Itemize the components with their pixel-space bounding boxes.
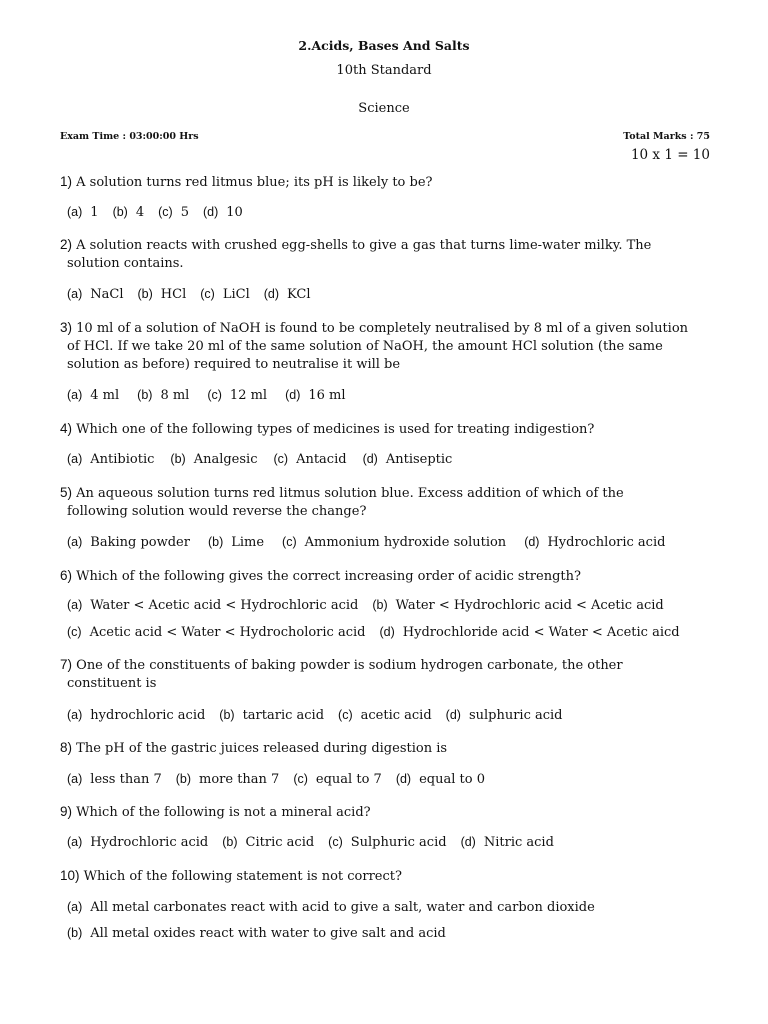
option-item [67, 625, 365, 640]
option-item [396, 772, 485, 787]
option-item [67, 452, 154, 467]
page-title: 2.Acids, Bases And Salts [298, 38, 470, 53]
option-text: KCl [287, 287, 311, 302]
total-marks: Total Marks : 75 [623, 131, 710, 142]
question-text-cont: following solution would reverse the change? [67, 504, 367, 519]
option-item [138, 287, 187, 302]
options-q5 [67, 535, 665, 550]
options-q6-row1 [67, 598, 664, 613]
option-text: acetic acid [360, 708, 432, 723]
option-item [208, 535, 264, 550]
option-text: All metal carbonates react with acid to give a salt, water and carbon dioxide [90, 900, 595, 915]
option-label: (d) [379, 625, 395, 639]
option-text: Acetic acid < Water < Hydrocholoric acid [89, 625, 366, 640]
question-number: 9) [60, 804, 73, 819]
option-text: Hydrochloride acid < Water < Acetic aicd [402, 625, 680, 640]
option-item [264, 287, 311, 302]
option-label: (b) [207, 535, 224, 549]
question-text: 10 ml of a solution of NaOH is found to be completely neutralised by 8 ml of a given solution [76, 321, 689, 336]
option-label: (a) [67, 535, 83, 549]
option-item [285, 388, 345, 403]
option-item [524, 535, 665, 550]
option-label: (b) [372, 598, 388, 612]
options-q3 [67, 388, 346, 403]
options-q9 [67, 835, 554, 850]
option-label: (d) [524, 535, 540, 549]
question-number: 10) [60, 868, 80, 883]
option-text: Citric acid [245, 835, 315, 850]
question-text: A solution turns red litmus blue; its pH is likely to be? [76, 175, 433, 190]
option-item [203, 205, 243, 220]
option-label: (b) [222, 835, 238, 849]
option-label: (b) [170, 452, 186, 466]
question-3 [60, 319, 688, 374]
option-text: HCl [160, 287, 187, 302]
option-label: (a) [67, 452, 83, 466]
option-item [338, 708, 432, 723]
option-item [328, 835, 446, 850]
option-label: (a) [67, 388, 83, 402]
option-text: 16 ml [308, 388, 346, 403]
option-item [273, 452, 346, 467]
option-item [67, 708, 205, 723]
option-label: (b) [67, 926, 83, 940]
options-q4 [67, 452, 452, 467]
option-text: Sulphuric acid [350, 835, 447, 850]
option-item [67, 900, 595, 915]
option-label: (c) [328, 835, 343, 849]
marks-scheme: 10 x 1 = 10 [630, 147, 710, 163]
question-number: 3) [60, 320, 73, 335]
option-text: 1 [90, 205, 99, 220]
question-text: Which of the following is not a mineral acid? [76, 805, 371, 820]
option-text: tartaric acid [242, 708, 325, 723]
option-label: (a) [67, 900, 83, 914]
question-text: The pH of the gastric juices released during digestion is [76, 741, 448, 756]
option-item [446, 708, 563, 723]
question-8 [60, 739, 447, 758]
option-item [200, 287, 249, 302]
option-label: (c) [338, 708, 353, 722]
question-7 [60, 656, 623, 693]
option-text: less than 7 [90, 772, 162, 787]
option-text: Water < Acetic acid < Hydrochloric acid [90, 598, 359, 613]
option-item [67, 926, 446, 941]
options-q10-row1 [67, 900, 595, 915]
option-text: Hydrochloric acid [547, 535, 666, 550]
option-label: (b) [137, 388, 153, 402]
option-label: (a) [67, 708, 83, 722]
option-text: more than 7 [199, 772, 280, 787]
option-label: (a) [67, 772, 83, 786]
option-label: (c) [293, 772, 308, 786]
option-label: (d) [395, 772, 412, 786]
option-label: (b) [219, 708, 235, 722]
option-item [67, 535, 190, 550]
options-q10-row2 [67, 926, 446, 941]
question-text-cont: solution contains. [67, 256, 184, 271]
options-q8 [67, 772, 485, 787]
question-text: Which of the following gives the correct increasing order of acidic strength? [76, 569, 581, 584]
option-label: (a) [67, 835, 83, 849]
option-label: (c) [200, 287, 215, 301]
option-item [372, 598, 663, 613]
option-label: (a) [67, 598, 83, 612]
options-q1 [67, 205, 243, 220]
question-text: Which one of the following types of medicines is used for treating indigestion? [76, 422, 595, 437]
question-5 [60, 484, 624, 521]
question-number: 8) [60, 740, 73, 755]
option-text: Antiseptic [385, 452, 453, 467]
option-text: Lime [231, 535, 265, 550]
option-text: NaCl [90, 287, 124, 302]
option-item [113, 205, 145, 220]
option-label: (c) [273, 452, 289, 466]
option-item [293, 772, 381, 787]
option-item [219, 708, 324, 723]
question-number: 4) [60, 421, 73, 436]
question-9 [60, 803, 371, 822]
question-number: 2) [60, 237, 73, 252]
option-text: 4 [135, 205, 145, 220]
option-item [137, 388, 189, 403]
option-text: equal to 0 [419, 772, 485, 787]
question-text-cont: of HCl. If we take 20 ml of the same solution of NaOH, the amount HCl solution (the same [67, 339, 663, 354]
option-label: (b) [175, 772, 192, 786]
question-number: 6) [60, 568, 73, 583]
option-label: (b) [137, 287, 153, 301]
option-text: Ammonium hydroxide solution [304, 535, 507, 550]
question-1 [60, 173, 433, 192]
option-item [67, 205, 99, 220]
options-q6-row2 [67, 625, 680, 640]
option-label: (d) [460, 835, 476, 849]
option-label: (d) [362, 452, 378, 466]
option-text: Antacid [296, 452, 347, 467]
option-text: equal to 7 [315, 772, 382, 787]
option-label: (c) [67, 625, 82, 639]
option-text: Baking powder [90, 535, 190, 550]
option-text: Hydrochloric acid [90, 835, 209, 850]
question-2 [60, 236, 651, 273]
option-label: (c) [282, 535, 297, 549]
question-text: An aqueous solution turns red litmus solution blue. Excess addition of which of the [76, 486, 624, 501]
question-number: 7) [60, 657, 73, 672]
exam-time: Exam Time : 03:00:00 Hrs [60, 131, 199, 142]
option-label: (a) [67, 287, 83, 301]
option-label: (d) [445, 708, 461, 722]
option-item [379, 625, 679, 640]
question-4 [60, 420, 594, 439]
question-text: One of the constituents of baking powder is sodium hydrogen carbonate, the other [76, 658, 623, 673]
option-text: All metal oxides react with water to give salt and acid [90, 926, 446, 941]
option-item [176, 772, 280, 787]
question-text-cont: constituent is [67, 676, 157, 691]
option-item [67, 388, 119, 403]
question-10 [60, 867, 402, 886]
question-number: 5) [60, 485, 73, 500]
option-text: 4 ml [90, 388, 120, 403]
option-label: (d) [202, 205, 219, 219]
option-text: Nitric acid [483, 835, 554, 850]
question-number: 1) [60, 174, 73, 189]
option-item [67, 598, 358, 613]
question-6 [60, 567, 581, 586]
option-item [207, 388, 267, 403]
option-item [222, 835, 314, 850]
option-item [363, 452, 453, 467]
question-text: A solution reacts with crushed egg-shells to give a gas that turns lime-water milky. The [76, 238, 652, 253]
option-label: (a) [67, 205, 83, 219]
standard-label: 10th Standard [336, 63, 432, 78]
option-text: 12 ml [229, 388, 268, 403]
options-q2 [67, 287, 310, 302]
option-item [170, 452, 257, 467]
option-text: Water < Hydrochloric acid < Acetic acid [395, 598, 664, 613]
option-item [282, 535, 506, 550]
option-text: Antibiotic [90, 452, 155, 467]
option-text: hydrochloric acid [90, 708, 206, 723]
option-text: LiCl [222, 287, 250, 302]
option-label: (d) [263, 287, 280, 301]
question-text: Which of the following statement is not correct? [83, 869, 402, 884]
option-text: sulphuric acid [468, 708, 563, 723]
option-label: (d) [285, 388, 301, 402]
option-item [158, 205, 189, 220]
option-item [461, 835, 554, 850]
option-item [67, 835, 208, 850]
options-q7 [67, 708, 563, 723]
option-label: (c) [158, 205, 173, 219]
option-item [67, 772, 162, 787]
question-text-cont: solution as before) required to neutralise it will be [67, 357, 401, 372]
option-item [67, 287, 124, 302]
option-label: (b) [112, 205, 128, 219]
option-label: (c) [207, 388, 222, 402]
option-text: Analgesic [193, 452, 258, 467]
option-text: 5 [180, 205, 189, 220]
subject-label: Science [358, 101, 410, 116]
option-text: 10 [226, 205, 243, 220]
option-text: 8 ml [160, 388, 190, 403]
